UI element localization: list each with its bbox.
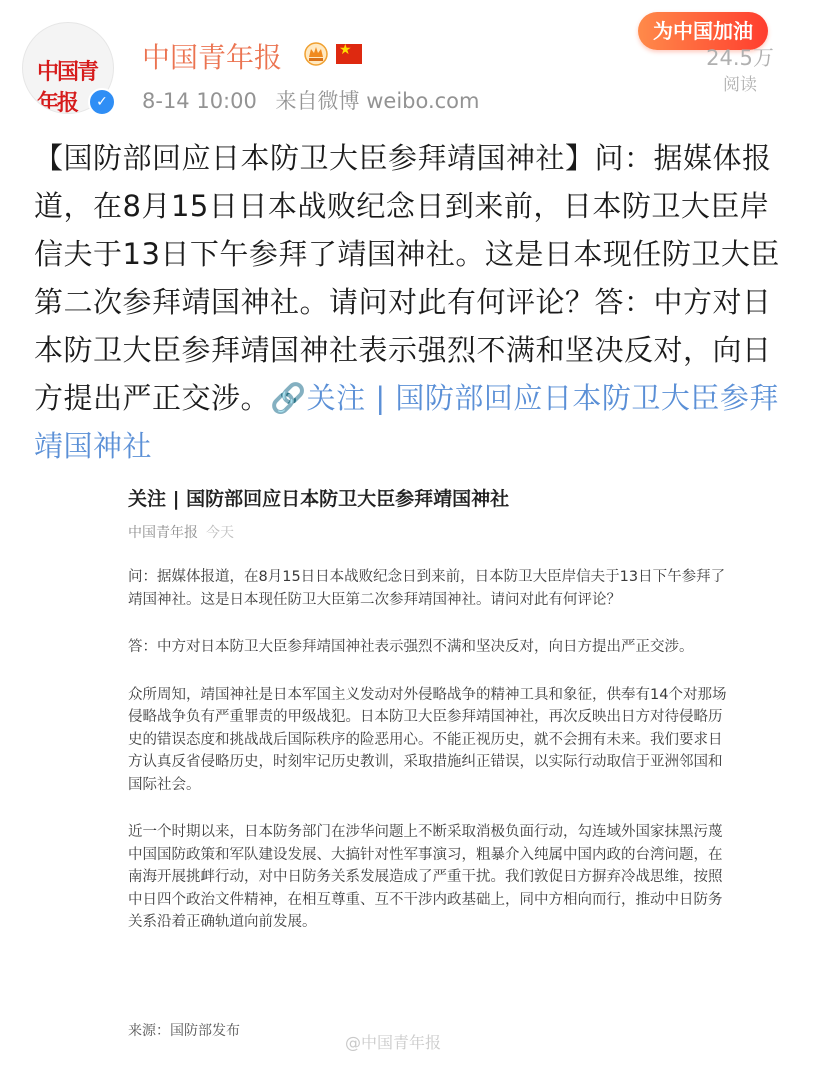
article-link[interactable]: 关注 | 国防部回应日本防卫大臣参拜靖国神社 [34, 381, 779, 463]
article-author: 中国青年报 [128, 525, 198, 541]
article-paragraph: 众所周知，靖国神社是日本军国主义发动对外侵略战争的精神工具和象征，供奉有14个对那场侵略战争负有严重罪责的甲级战犯。日本防卫大臣参拜靖国神社，再次反映出日方对待侵略历史的错误态度和挑战战后国际秩序的险恶用心。不能正视历史，就不会拥有未来。我们要求日方认真反省侵略历史，时刻牢记历史教训，采取措施纠正错误，以实际行动取信于亚洲邻国和国际社会。 [128, 686, 727, 793]
user-name[interactable]: 中国青年报 [142, 41, 283, 74]
post-header [0, 0, 828, 120]
read-count-label: 阅读 [723, 75, 757, 95]
post-date: 8-14 10:00 [142, 89, 257, 113]
avatar-logo-text: 中国青年报 [37, 59, 98, 114]
article-paragraph: 问：据媒体报道，在8月15日日本战败纪念日到来前，日本防卫大臣岸信夫于13日下午参拜了靖国神社。这是日本现任防卫大臣第二次参拜靖国神社。请问对此有何评论？ [128, 569, 726, 608]
article-paragraph: 近一个时期以来，日本防务部门在涉华问题上不断采取消极负面行动，勾连域外国家抹黑污蔑中国国防政策和军队建设发展、大搞针对性军事演习，粗暴介入纯属中国内政的台湾问题，在南海开展挑衅行动，对中日防务关系发展造成了严重干扰。我们敦促日方摒弃冷战思维，按照中日四个政治文件精神，在相互尊重、互不干涉内政基础上，同中方相向而行，推动中日防务关系沿着正确轨道向前发展。 [128, 824, 723, 930]
promo-badge[interactable]: 为中国加油 [638, 12, 768, 50]
article-time: 今天 [206, 525, 234, 541]
article-image[interactable] [100, 470, 740, 1060]
watermark: @中国青年报 [345, 1033, 442, 1052]
crown-badge-icon[interactable] [302, 40, 330, 66]
article-paragraph: 答：中方对日本防卫大臣参拜靖国神社表示强烈不满和坚决反对，向日方提出严正交涉。 [128, 639, 694, 655]
article-body [128, 566, 728, 959]
article-source: 来源：国防部发布 [128, 1023, 240, 1039]
link-icon[interactable]: 🔗 [270, 381, 307, 415]
post-text [34, 134, 794, 470]
china-flag-icon [336, 44, 362, 64]
read-count [690, 42, 790, 95]
article-meta [128, 522, 234, 542]
read-count-value: 24.5万 [706, 46, 774, 70]
post-body: 【国防部回应日本防卫大臣参拜靖国神社】问：据媒体报道，在8月15日日本战败纪念日到来前，日本防卫大臣岸信夫于13日下午参拜了靖国神社。这是日本现任防卫大臣第二次参拜靖国神社。请问对此有何评论？答：中方对日本防卫大臣参拜靖国神社表示强烈不满和坚决反对，向日方提出严正交涉。 [34, 141, 780, 415]
article-title: 关注 | 国防部回应日本防卫大臣参拜靖国神社 [128, 488, 510, 510]
verified-badge-icon: ✓ [88, 88, 116, 116]
post-meta [142, 85, 492, 115]
post-source: 来自微博 weibo.com [275, 89, 480, 113]
